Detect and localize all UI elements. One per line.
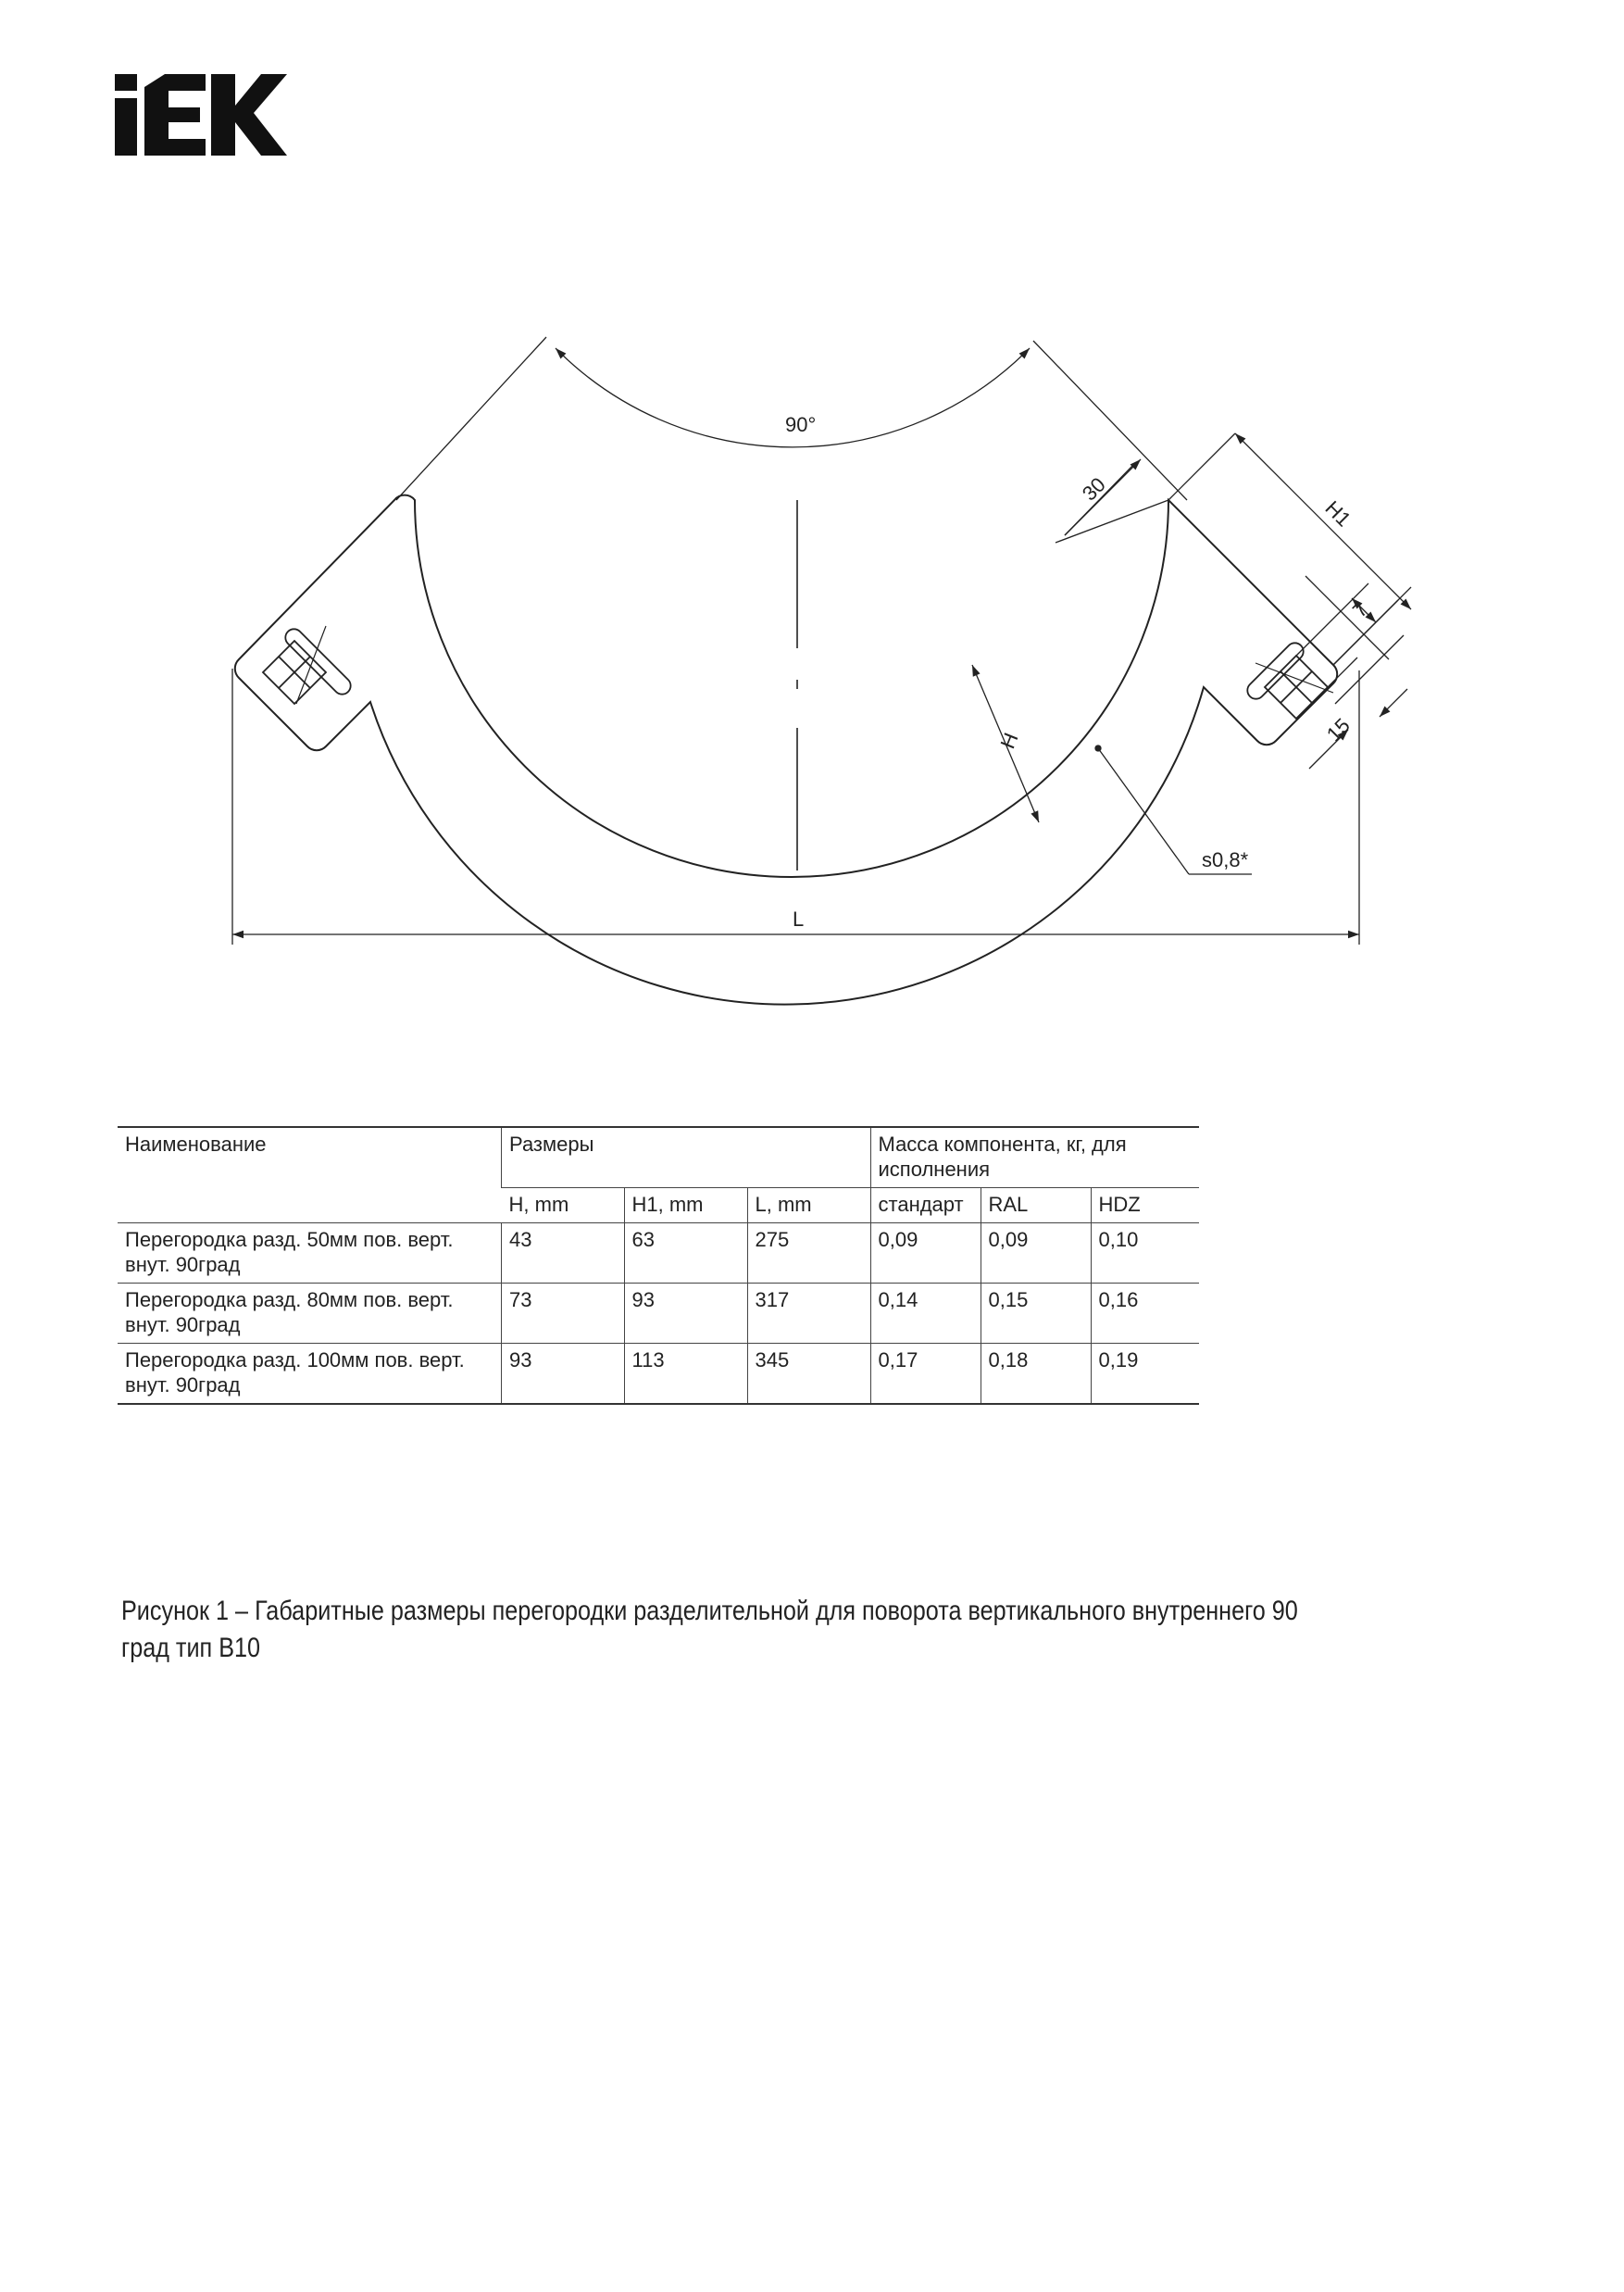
header-l: L, mm (747, 1188, 870, 1223)
angle-label: 90° (785, 413, 817, 436)
spec-table (118, 1126, 1199, 1405)
header-name: Наименование (118, 1127, 502, 1223)
header-mass: Масса компонента, кг, для исполнения (870, 1127, 1199, 1188)
dim-h1-label: H1 (1320, 495, 1356, 532)
technical-drawing (0, 0, 1624, 1019)
row-hdz: 0,10 (1091, 1223, 1199, 1284)
row-ral: 0,15 (981, 1284, 1091, 1344)
header-dims: Размеры (502, 1127, 871, 1188)
dim-l (232, 669, 1359, 945)
row-h: 93 (502, 1344, 625, 1405)
dim-h-label: H (995, 729, 1023, 752)
header-standard: стандарт (870, 1188, 981, 1223)
row-l: 345 (747, 1344, 870, 1405)
row-l: 275 (747, 1223, 870, 1284)
row-standard: 0,14 (870, 1284, 981, 1344)
table-row (118, 1284, 1199, 1344)
row-name: Перегородка разд. 80мм пов. верт. внут. 90град (118, 1284, 502, 1344)
figure-caption: Рисунок 1 – Габаритные размеры перегородки разделительной для поворота вертикального внутреннего 90 град тип В10 (121, 1596, 1298, 1663)
row-name: Перегородка разд. 50мм пов. верт. внут. 90град (118, 1223, 502, 1284)
row-standard: 0,09 (870, 1223, 981, 1284)
header-hdz: HDZ (1091, 1188, 1199, 1223)
partition-outline (235, 495, 1337, 1005)
thickness-label: s0,8* (1202, 848, 1249, 871)
row-h1: 113 (624, 1344, 747, 1405)
row-hdz: 0,19 (1091, 1344, 1199, 1405)
row-name: Перегородка разд. 100мм пов. верт. внут. 90град (118, 1344, 502, 1405)
row-h1: 93 (624, 1284, 747, 1344)
row-l: 317 (747, 1284, 870, 1344)
table-row (118, 1344, 1199, 1405)
header-h1: H1, mm (624, 1188, 747, 1223)
dim-l-label: L (793, 908, 805, 931)
header-ral: RAL (981, 1188, 1091, 1223)
table-header-row (118, 1127, 1199, 1188)
dim-30 (1056, 459, 1168, 543)
left-tab-hole (263, 626, 351, 704)
row-h: 43 (502, 1223, 625, 1284)
dim-7-label: 7 (1347, 597, 1373, 622)
row-h: 73 (502, 1284, 625, 1344)
row-hdz: 0,16 (1091, 1284, 1199, 1344)
table-row (118, 1223, 1199, 1284)
dim-h1 (1168, 433, 1411, 665)
right-tab-hole (1247, 643, 1333, 719)
dim-30-label: 30 (1077, 472, 1110, 506)
dim-15-label: 15 (1321, 713, 1355, 746)
row-ral: 0,18 (981, 1344, 1091, 1405)
row-h1: 63 (624, 1223, 747, 1284)
row-ral: 0,09 (981, 1223, 1091, 1284)
row-standard: 0,17 (870, 1344, 981, 1405)
header-h: H, mm (502, 1188, 625, 1223)
